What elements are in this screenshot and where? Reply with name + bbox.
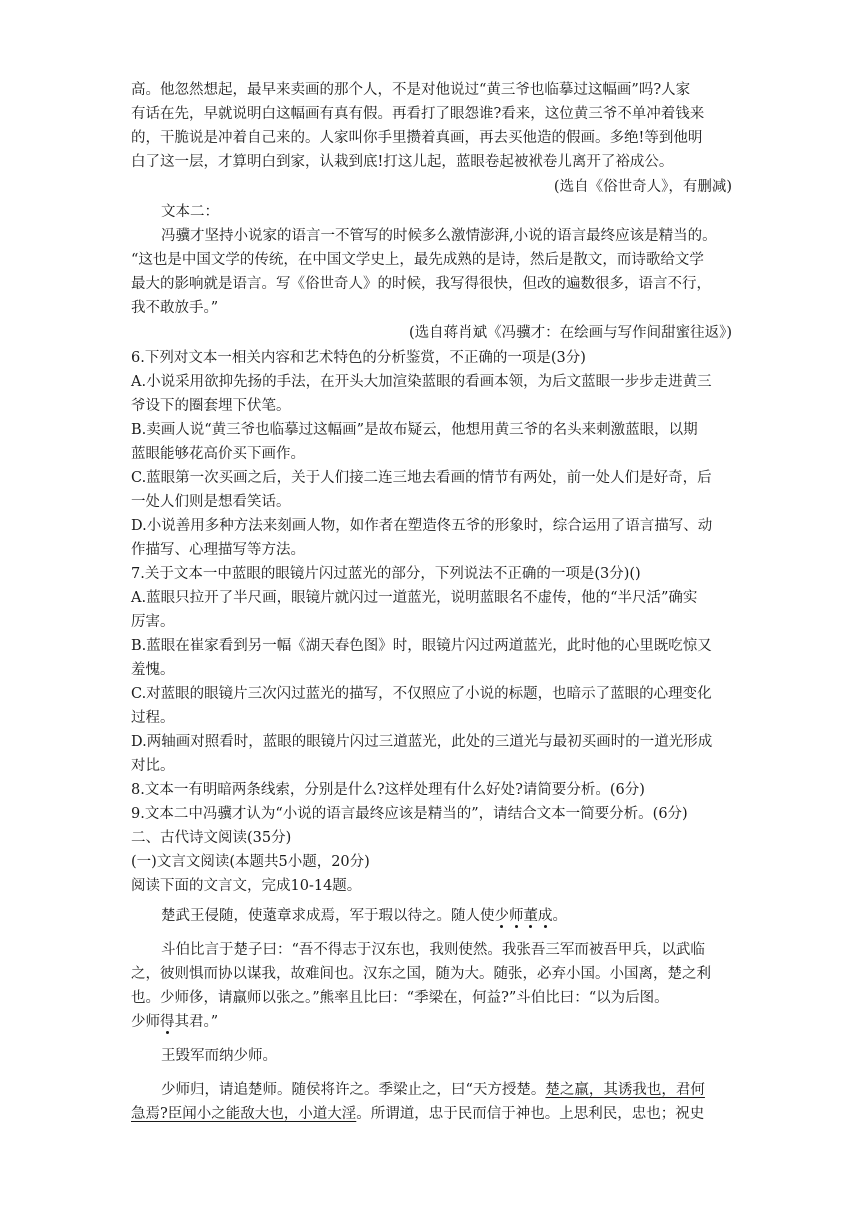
question-7-option-c: C.对蓝眼的眼镜片三次闪过蓝光的描写，不仅照应了小说的标题，也暗示了蓝眼的心理变化 <box>131 686 712 702</box>
classical-paragraph-1 <box>161 904 567 928</box>
question-6-option-d: D.小说善用多种方法来刻画人物，如作者在塑造佟五爷的形象时，综合运用了语言描写、动 <box>131 518 713 534</box>
question-7-option-a: A.蓝眼只拉开了半尺画，眼镜片就闪过一道蓝光，说明蓝眼名不虚传，他的“半尺活”确实 <box>131 590 698 606</box>
question-7-option-a: 厉害。 <box>131 614 175 630</box>
dotted-char: 少 <box>494 908 509 924</box>
classical-line: 斗伯比言于楚子曰：“吾不得志于汉东也，我则使然。我张吾三军而被吾甲兵，以武临 <box>161 942 705 958</box>
text-run: 楚武王侵随，使薳章求成焉，军于瑕以待之。随人使 <box>161 908 495 924</box>
question-7-option-b: B.蓝眼在崔家看到另一幅《湖天春色图》时，眼镜片闪过两道蓝光，此时他的心里既吃惊又 <box>131 638 712 654</box>
text2-line: “这也是中国文学的传统，在中国文学史上，最先成熟的是诗，然后是散文，而诗歌给文学 <box>131 252 704 268</box>
dotted-char: 成 <box>538 908 553 924</box>
question-7-option-d: 对比。 <box>131 758 175 774</box>
classical-line <box>161 1078 705 1102</box>
text-run: 少师 <box>131 1014 160 1030</box>
passage-line: 有话在先，早就说明白这幅画有真有假。再看打了眼怨谁?看来，这位黄三爷不单冲着钱来 <box>131 106 705 122</box>
question-7-option-c: 过程。 <box>131 710 175 726</box>
passage-line: 高。他忽然想起，最早来卖画的那个人，不是对他说过“黄三爷也临摹过这幅画”吗?人家 <box>131 82 691 98</box>
question-6-option-b: B.卖画人说“黄三爷也临摹过这幅画”是故布疑云，他想用黄三爷的名头来刺激蓝眼，以期 <box>131 422 698 438</box>
text-run: 少师归，请追楚师。随侯将许之。季梁止之，曰“天方授楚。 <box>161 1082 546 1098</box>
classical-line <box>131 1010 218 1034</box>
question-6-option-b: 蓝眼能够花高价买下画作。 <box>131 446 305 462</box>
question-8: 8.文本一有明暗两条线索，分别是什么?这样处理有什么好处?请简要分析。(6分) <box>131 782 645 798</box>
question-6-option-c: C.蓝眼第一次买画之后，关于人们接二连三地去看画的情节有两处，前一处人们是好奇，后 <box>131 470 712 486</box>
text2-source: (选自蒋肖斌《冯骥才：在绘画与写作间甜蜜往返》) <box>408 325 732 341</box>
subsection-heading: (一)文言文阅读(本题共5小题，20分) <box>131 854 370 870</box>
question-7-option-b: 羞愧。 <box>131 662 175 678</box>
text2-line: 最大的影响就是语言。写《俗世奇人》的时候，我写得很快，但改的遍数很多，语言不行， <box>131 276 711 292</box>
passage-line: 白了这一层，才算明白到家，认栽到底!打这儿起，蓝眼卷起被袱卷儿离开了裕成公。 <box>131 154 674 170</box>
text2-title: 文本二： <box>161 204 219 220</box>
dotted-char: 得 <box>160 1014 175 1030</box>
question-6-option-c: 一处人们则是想看笑话。 <box>131 494 291 510</box>
passage-line: 的，干脆说是冲着自己来的。人家叫你手里攒着真画，再去买他造的假画。多绝!等到他明 <box>131 130 703 146</box>
section-heading: 二、古代诗文阅读(35分) <box>131 830 292 846</box>
reading-instruction: 阅读下面的文言文，完成10-14题。 <box>131 878 362 894</box>
question-6-option-a: A.小说采用欲抑先扬的手法，在开头大加渲染蓝眼的看画本领，为后文蓝眼一步步走进黄三 <box>131 374 712 390</box>
dotted-char: 董 <box>523 908 538 924</box>
question-7-stem: 7.关于文本一中蓝眼的眼镜片闪过蓝光的部分，下列说法不正确的一项是(3分)() <box>131 566 641 582</box>
question-6-option-d: 作描写、心理描写等方法。 <box>131 542 305 558</box>
question-7-option-d: D.两轴画对照看时，蓝眼的眼镜片闪过三道蓝光，此处的三道光与最初买画时的一道光形成 <box>131 734 713 750</box>
question-9: 9.文本二中冯骥才认为“小说的语言最终应该是精当的”，请结合文本一简要分析。(6分) <box>131 806 688 822</box>
text-run: 其君。” <box>174 1014 219 1030</box>
underlined-sentence: 急焉?臣闻小之能敌大也，小道大淫 <box>131 1106 357 1122</box>
question-6-stem: 6.下列对文本一相关内容和艺术特色的分析鉴赏，不正确的一项是(3分) <box>131 350 586 366</box>
dotted-char: 师 <box>509 908 524 924</box>
passage-source: (选自《俗世奇人》，有删减) <box>553 179 732 195</box>
text2-line: 冯骥才坚持小说家的语言一不管写的时候多么激情澎湃,小说的语言最终应该是精当的。 <box>161 228 717 244</box>
classical-paragraph-3: 王毁军而纳少师。 <box>161 1048 277 1064</box>
classical-line <box>131 1102 704 1126</box>
question-6-option-a: 爷设下的圈套埋下伏笔。 <box>131 398 291 414</box>
text2-line: 我不敢放手。” <box>131 300 219 316</box>
text-run: 。 <box>552 908 567 924</box>
classical-line: 也。少师侈，请羸师以张之。”熊率且比曰：“季梁在，何益?”斗伯比曰：“以为后图。 <box>131 990 669 1006</box>
underlined-sentence: 楚之羸，其诱我也，君何 <box>545 1082 705 1098</box>
text-run: 。所谓道，忠于民而信于神也。上思利民，忠也；祝史 <box>356 1106 705 1122</box>
classical-line: 之，彼则惧而协以谋我，故难间也。汉东之国，随为大。随张，必弃小国。小国离，楚之利 <box>131 966 711 982</box>
